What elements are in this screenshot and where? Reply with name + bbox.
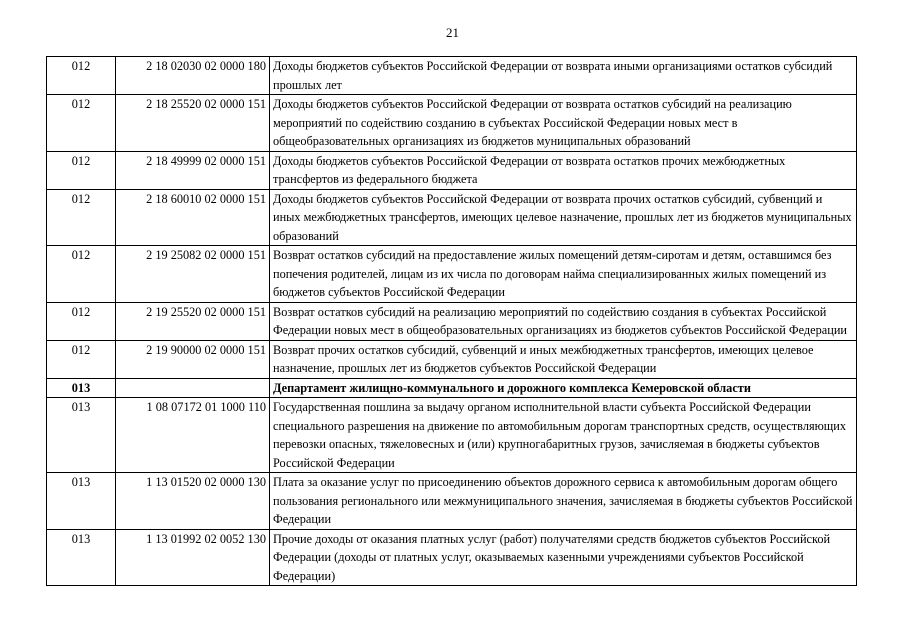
revenue-name-cell: Государственная пошлина за выдачу органом исполнительной власти субъекта Российской Федерации специального разрешения на движение по автомобильным дорогам транспортных средств, осуществляющих перевозки опасных, тяжеловесных и (или) крупногабаритных грузов, зачисляемая в бюджеты субъектов Российской Федерации — [270, 398, 857, 473]
table-row — [47, 57, 857, 95]
table-row — [47, 302, 857, 340]
budget-code-cell: 2 18 02030 02 0000 180 — [116, 57, 270, 95]
revenue-name-cell: Доходы бюджетов субъектов Российской Федерации от возврата иными организациями остатков субсидий прошлых лет — [270, 57, 857, 95]
budget-classification-table — [46, 56, 857, 586]
revenue-name-cell: Возврат прочих остатков субсидий, субвенций и иных межбюджетных трансфертов, имеющих целевое назначение, прошлых лет из бюджетов субъектов Российской Федерации — [270, 340, 857, 378]
department-name-cell: Департамент жилищно-коммунального и дорожного комплекса Кемеровской области — [270, 378, 857, 398]
revenue-name-cell: Доходы бюджетов субъектов Российской Федерации от возврата прочих остатков субсидий, субвенций и иных межбюджетных трансфертов, имеющих целевое назначение, прошлых лет из бюджетов муниципальных образований — [270, 189, 857, 246]
table-row — [47, 95, 857, 152]
admin-code-cell: 012 — [47, 340, 116, 378]
admin-code-cell: 013 — [47, 473, 116, 530]
revenue-name-cell: Возврат остатков субсидий на реализацию мероприятий по содействию создания в субъектах Российской Федерации новых мест в общеобразовательных организациях из бюджетов субъектов Российской Федерации — [270, 302, 857, 340]
admin-code-cell: 012 — [47, 246, 116, 303]
table-row — [47, 398, 857, 473]
department-header-row — [47, 378, 857, 398]
admin-code-cell: 012 — [47, 151, 116, 189]
table-row — [47, 189, 857, 246]
budget-code-cell: 2 19 25082 02 0000 151 — [116, 246, 270, 303]
admin-code-cell: 012 — [47, 189, 116, 246]
admin-code-cell: 012 — [47, 57, 116, 95]
revenue-name-cell: Доходы бюджетов субъектов Российской Федерации от возврата остатков субсидий на реализацию мероприятий по содействию созданию в субъектах Российской Федерации новых мест в общеобразовательных организациях из бюджетов муниципальных образований — [270, 95, 857, 152]
table-row — [47, 151, 857, 189]
admin-code-cell: 012 — [47, 302, 116, 340]
table-row — [47, 473, 857, 530]
admin-code-cell: 012 — [47, 95, 116, 152]
budget-code-cell: 2 18 60010 02 0000 151 — [116, 189, 270, 246]
budget-code-cell: 1 13 01520 02 0000 130 — [116, 473, 270, 530]
budget-code-cell: 2 19 90000 02 0000 151 — [116, 340, 270, 378]
budget-code-cell: 2 18 49999 02 0000 151 — [116, 151, 270, 189]
table-row — [47, 246, 857, 303]
budget-code-cell: 1 08 07172 01 1000 110 — [116, 398, 270, 473]
revenue-name-cell: Доходы бюджетов субъектов Российской Федерации от возврата остатков прочих межбюджетных трансфертов из федерального бюджета — [270, 151, 857, 189]
table-row — [47, 340, 857, 378]
admin-code-cell: 013 — [47, 529, 116, 586]
admin-code-cell: 013 — [47, 378, 116, 398]
budget-code-cell: 2 18 25520 02 0000 151 — [116, 95, 270, 152]
revenue-name-cell: Возврат остатков субсидий на предоставление жилых помещений детям-сиротам и детям, оставшимся без попечения родителей, лицам из их числа по договорам найма специализированных жилых помещений из бюджетов субъектов Российской Федерации — [270, 246, 857, 303]
budget-code-cell: 1 13 01992 02 0052 130 — [116, 529, 270, 586]
admin-code-cell: 013 — [47, 398, 116, 473]
table-row — [47, 529, 857, 586]
budget-code-cell: 2 19 25520 02 0000 151 — [116, 302, 270, 340]
revenue-name-cell: Плата за оказание услуг по присоединению объектов дорожного сервиса к автомобильным дорогам общего пользования регионального или межмуниципального значения, зачисляемая в бюджеты субъектов Российской Федерации — [270, 473, 857, 530]
budget-code-cell — [116, 378, 270, 398]
revenue-name-cell: Прочие доходы от оказания платных услуг (работ) получателями средств бюджетов субъектов Российской Федерации (доходы от платных услуг, оказываемых казенными учреждениями субъектов Российской Федерации) — [270, 529, 857, 586]
page-number: 21 — [446, 25, 459, 40]
